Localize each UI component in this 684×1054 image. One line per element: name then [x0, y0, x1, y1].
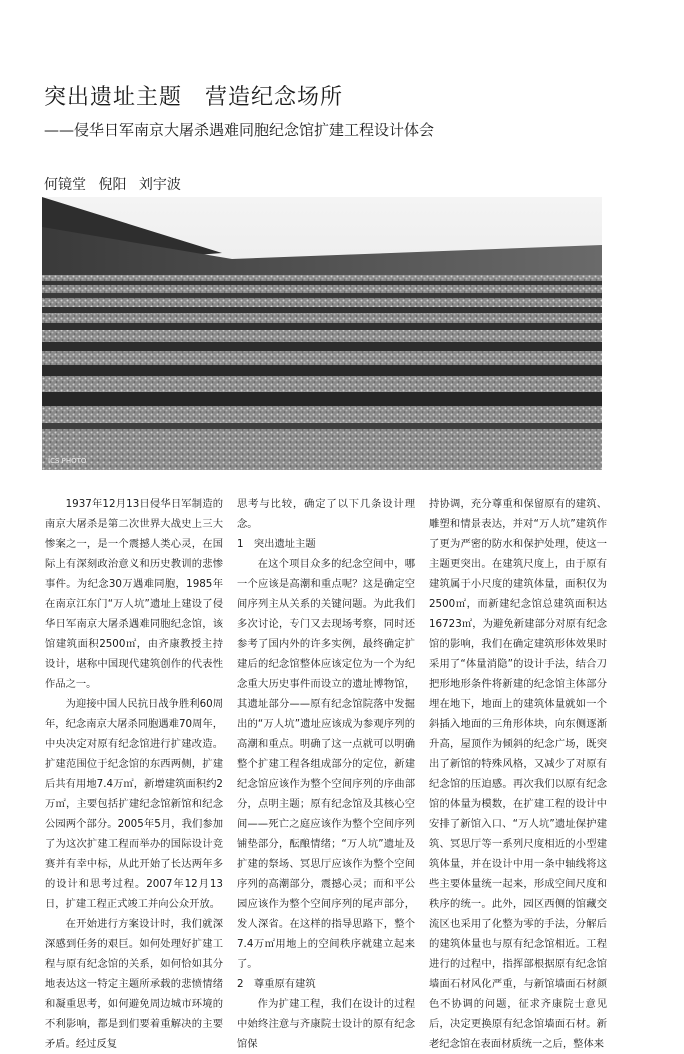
body-paragraph: 为迎接中国人民抗日战争胜利60周年，纪念南京大屠杀同胞遇难70周年，中央决定对原有纪念馆进行扩建改造。扩建范围位于纪念馆的东西两侧，扩建后共有用地7.4万㎡，新增建筑面积约2万㎡，主要包括扩建纪念馆新馆和纪念公园两个部分。2005年5月，我们参加了为这次扩建工程而举办的国际设计竞赛并有幸中标，从此开始了长达两年多的设计和思考过程。2007年12月13日，扩建工程正式竣工并向公众开放。: [45, 698, 223, 910]
section-heading: 2 尊重原有建筑: [237, 978, 316, 990]
body-paragraph: 在这个项目众多的纪念空间中，哪一个应该是高潮和重点呢？这是确定空间序列主从关系的关键问题。为此我们多次讨论，专门又去现场考察，同时还参考了国内外的许多实例，最终确定扩建后的纪念馆整体应该定位为一个为纪念重大历史事件而设立的遗址博物馆，其遗址部分——原有纪念馆院落中发掘出的“万人坑”遗址应该成为参观序列的高潮和重点。明确了这一点就可以明确整个扩建工程各组成部分的定位，新建纪念馆应该作为整个空间序列的序曲部分，点明主题；原有纪念馆及其核心空间——死亡之庭应该作为整个空间序列铺垫部分，酝酿情绪；“万人坑”遗址及扩建的祭场、冥思厅应该作为整个空间序列的高潮部分，震撼心灵；而和平公园应该作为整个空间序列的尾声部分，发人深省。在这样的指导思路下，整个7.4万㎡用地上的空间秩序就建立起来了。: [237, 558, 415, 970]
body-paragraph: 作为扩建工程，我们在设计的过程中始终注意与齐康院士设计的原有纪念馆保: [237, 998, 415, 1050]
body-paragraph: 在开始进行方案设计时，我们就深深感到任务的艰巨。如何处理好扩建工程与原有纪念馆的关系，如何恰如其分地表达这一特定主题所承载的悲愤情绪和凝重思考，如何避免周边城市环境的不利影响，都是到们要着重解决的主要矛盾。经过反复: [45, 918, 223, 1050]
text-column-2: [237, 494, 415, 1054]
memorial-photo: [42, 197, 602, 470]
text-column-3: [429, 494, 607, 1054]
photo-credit: ICS PHOTO: [48, 457, 87, 465]
body-paragraph: 持协调，充分尊重和保留原有的建筑、雕塑和情景表达，并对“万人坑”建筑作了更为严密的防水和保护处理，使这一主题更突出。在建筑尺度上，由于原有建筑属于小尺度的建筑体量，面积仅为2500㎡，而新建纪念馆总建筑面积达16723㎡，为避免新建部分对原有纪念馆的影响，我们在确定建筑形体效果时采用了“体量消隐”的设计手法，结合刀把形地形条件将新建的纪念馆主体部分埋在地下，地面上的建筑体量就如一个斜插入地面的三角形体块，向东侧逐渐升高，屋顶作为倾斜的纪念广场，既突出了新馆的特殊风格，又减少了对原有纪念馆的压迫感。再次我们以原有纪念馆的体量为模数，在扩建工程的设计中安排了新馆入口、“万人坑”遗址保护建筑、冥思厅等一系列尺度相近的小型建筑体量，并在设计中用一条中轴线将这些主要体量统一起来，形成空间尺度和秩序的统一。此外，园区西侧的馆藏交流区也采用了化整为零的手法，分解后的建筑体量也与原有纪念馆相近。工程进行的过程中，指挥部根据原有纪念馆墙面石材风化严重，与新馆墙面石材颜色不协调的问题，征求齐康院士意见后，决定更换原有纪念馆墙面石材。新老纪念馆在表面材质统一之后，整体来: [429, 498, 607, 1050]
article-authors: 何镜堂 倪阳 刘宇波: [44, 177, 181, 193]
article-subtitle: ——侵华日军南京大屠杀遇难同胞纪念馆扩建工程设计体会: [44, 121, 435, 139]
article-title: 突出遗址主题 营造纪念场所: [44, 85, 344, 110]
body-paragraph: 思考与比较，确定了以下几条设计理念。: [237, 498, 415, 530]
section-heading: 1 突出遗址主题: [237, 538, 316, 550]
text-column-1: [45, 494, 223, 1054]
body-paragraph: 1937年12月13日侵华日军制造的南京大屠杀是第二次世界大战史上三大惨案之一，是一个震撼人类心灵，在国际上有深刻政治意义和历史教训的悲惨事件。为纪念30万遇难同胞，1985年在南京江东门“万人坑”遗址上建设了侵华日军南京大屠杀遇难同胞纪念馆，该馆建筑面积2500㎡，由齐康教授主持设计，堪称中国现代建筑创作的代表性作品之一。: [45, 498, 223, 690]
